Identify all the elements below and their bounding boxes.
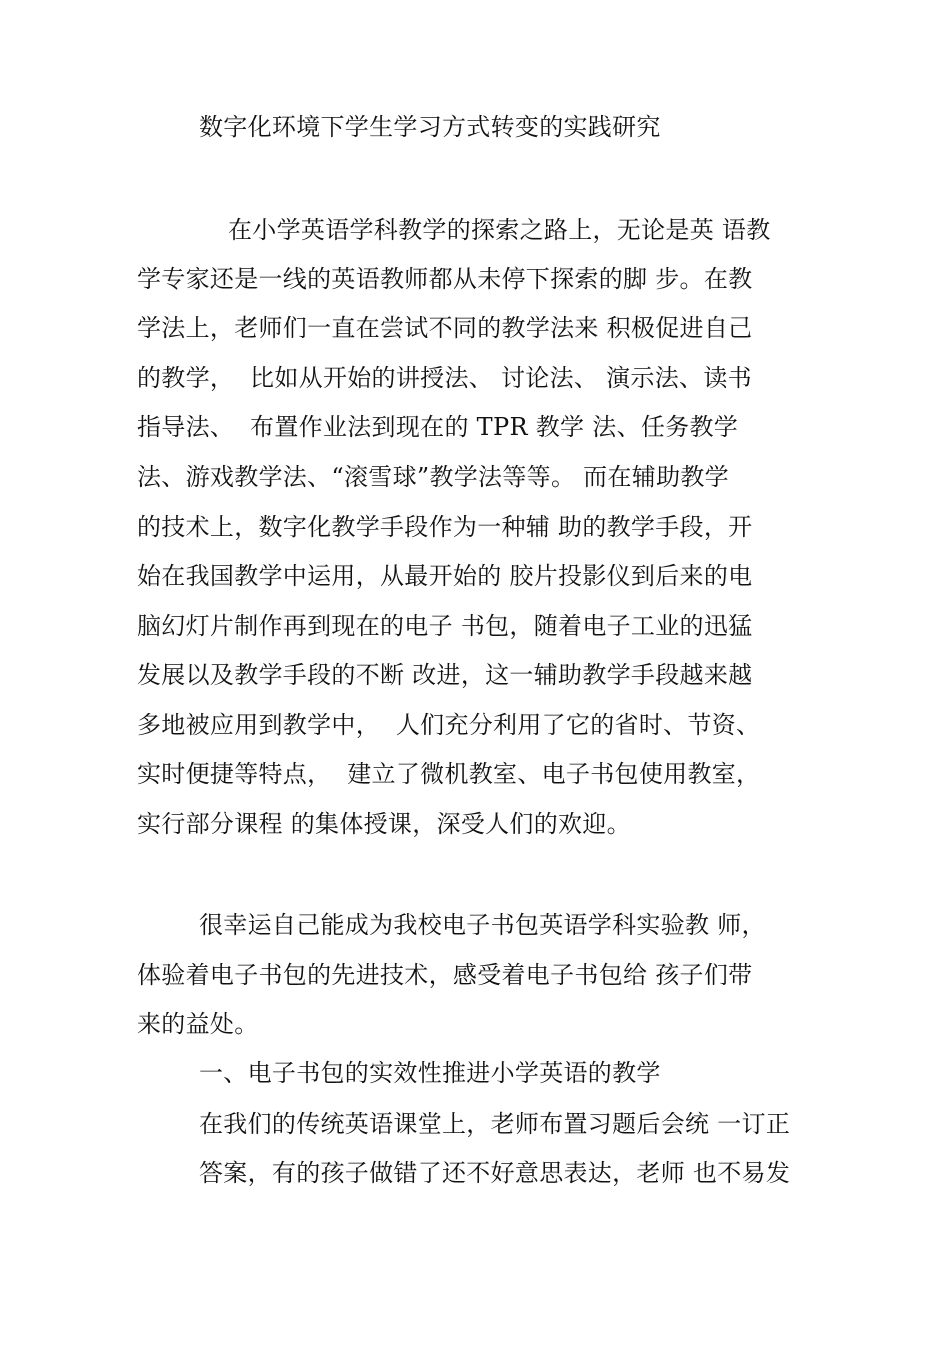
paragraph-line: 很幸运自己能成为我校电子书包英语学科实验教 师， [199,911,766,939]
paragraph-line: 实行部分课程 的集体授课，深受人们的欢迎。 [137,810,631,838]
paragraph-line: 在我们的传统英语课堂上，老师布置习题后会统 一订正 [199,1110,791,1138]
paragraph-line: 脑幻灯片制作再到现在的电子 书包，随着电子工业的迅猛 [137,612,753,640]
paragraph-line: 学法上，老师们一直在尝试不同的教学法来 积极促进自己 [137,314,753,342]
paragraph-line: 在小学英语学科教学的探索之路上，无论是英 语教 [228,216,771,244]
paragraph-line: 始在我国教学中运用，从最开始的 胶片投影仪到后来的电 [137,562,753,590]
paragraph-line: 来的益处。 [137,1010,259,1038]
paragraph-line: 的技术上，数字化教学手段作为一种辅 助的教学手段，开 [137,513,753,541]
paragraph-line: 法、游戏教学法、“滚雪球”教学法等等。 而在辅助教学 [137,463,729,491]
document-title: 数字化环境下学生学习方式转变的实践研究 [199,113,661,141]
paragraph-line: 答案，有的孩子做错了还不好意思表达，老师 也不易发 [199,1159,791,1187]
section-heading: 一、电子书包的实效性推进小学英语的教学 [199,1059,661,1087]
paragraph-line: 实时便捷等特点， 建立了微机教室、电子书包使用教室， [137,760,761,788]
paragraph-line: 学专家还是一线的英语教师都从未停下探索的脚 步。在教 [137,265,753,293]
paragraph-line: 指导法、 布置作业法到现在的 TPR 教学 法、任务教学 [137,413,739,441]
paragraph-line: 发展以及教学手段的不断 改进，这一辅助教学手段越来越 [137,661,753,689]
paragraph-line: 的教学， 比如从开始的讲授法、 讨论法、 演示法、读书 [137,364,752,392]
paragraph-line: 多地被应用到教学中， 人们充分利用了它的省时、节资、 [137,711,761,739]
paragraph-line: 体验着电子书包的先进技术，感受着电子书包给 孩子们带 [137,961,753,989]
